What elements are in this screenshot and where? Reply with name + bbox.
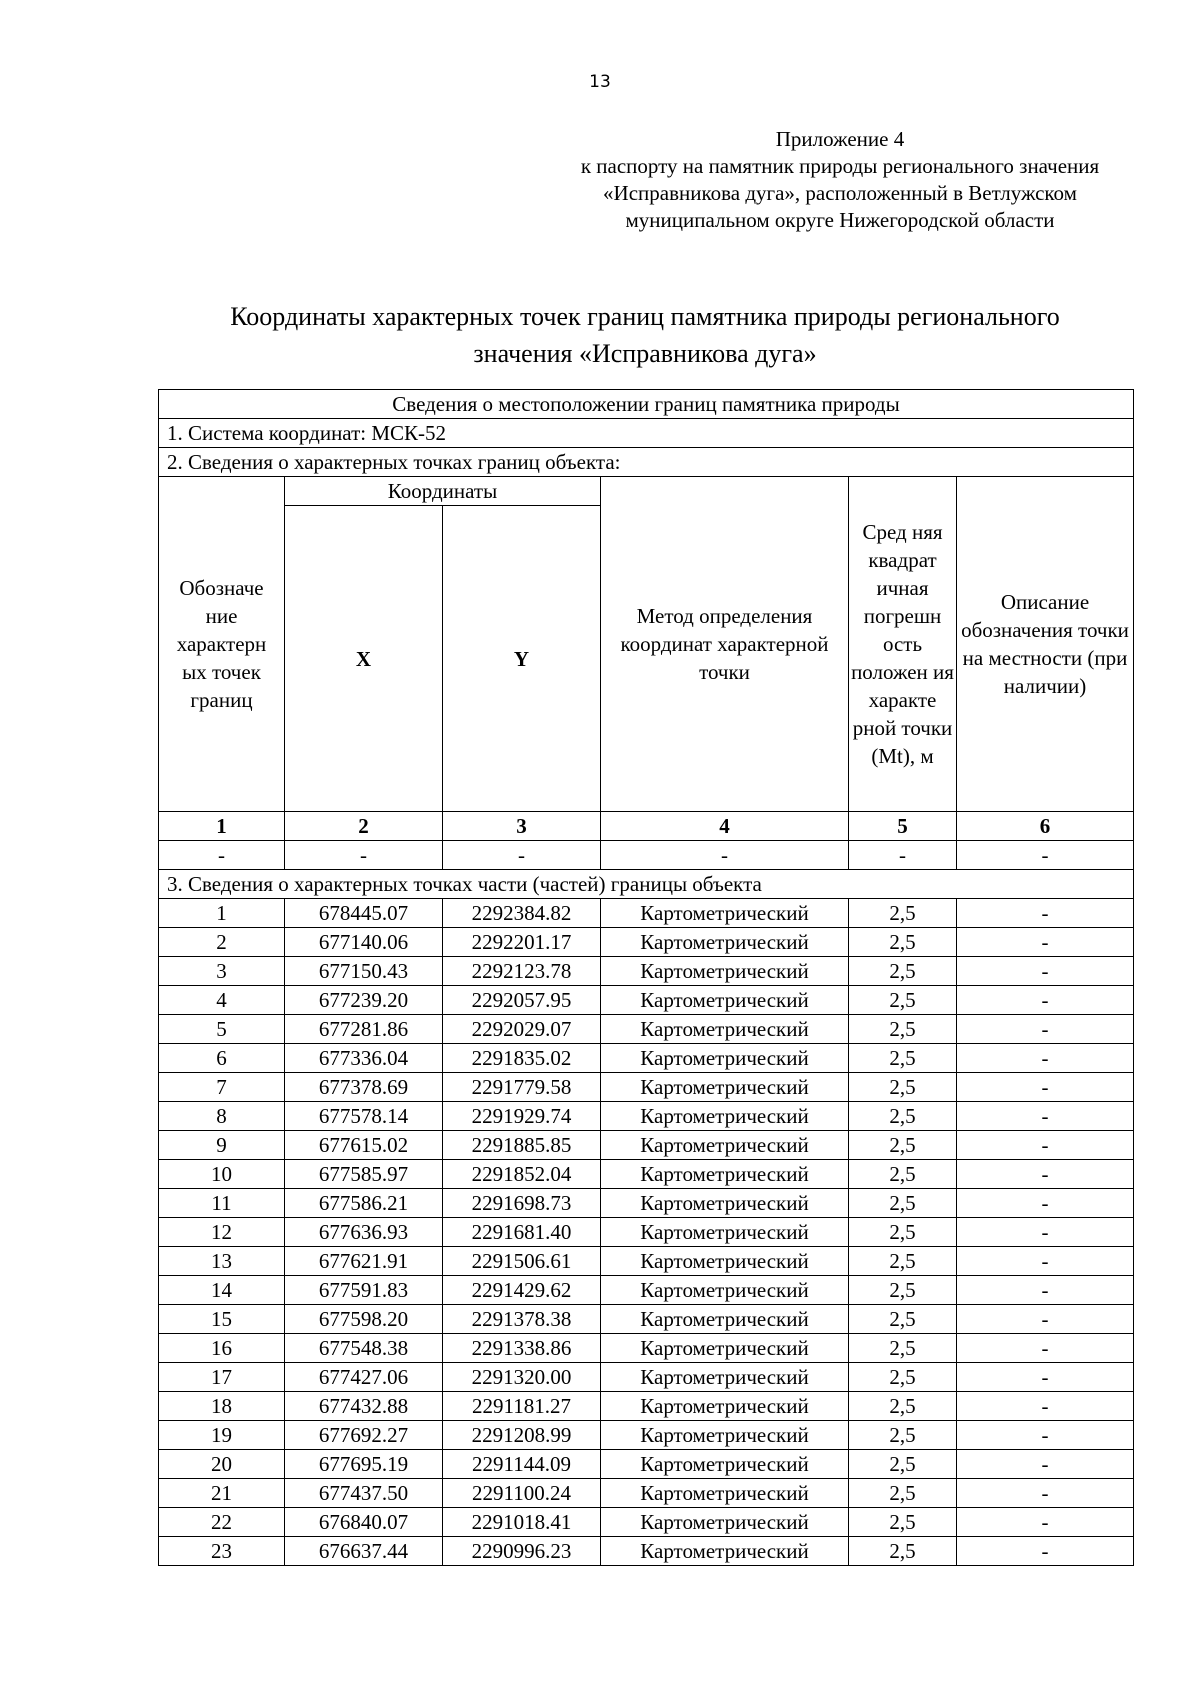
point-y: 2291100.24 [443,1479,601,1508]
point-description: - [957,1247,1134,1276]
point-method: Картометрический [601,1450,849,1479]
point-x: 677427.06 [285,1363,443,1392]
point-y: 2291835.02 [443,1044,601,1073]
point-description: - [957,928,1134,957]
point-description: - [957,1102,1134,1131]
point-y: 2292029.07 [443,1015,601,1044]
point-method: Картометрический [601,1363,849,1392]
appendix-line-1: Приложение 4 [775,127,905,151]
header-method: Метод определения координат характерной точки [601,477,849,812]
point-method: Картометрический [601,1044,849,1073]
point-description: - [957,1305,1134,1334]
point-method: Картометрический [601,1189,849,1218]
table-row [159,1015,1134,1044]
table-row [159,928,1134,957]
table-row [159,1537,1134,1566]
point-description: - [957,1479,1134,1508]
table-row [159,1276,1134,1305]
header-y: Y [443,506,601,812]
title-line-2: значения «Исправникова дуга» [473,339,817,368]
point-method: Картометрический [601,1160,849,1189]
header-designation: Обозначе ние характерн ых точек границ [159,477,285,812]
point-method: Картометрический [601,1276,849,1305]
point-x: 677621.91 [285,1247,443,1276]
table-row [159,986,1134,1015]
header-description: Описание обозначения точки на местности (при наличии) [957,477,1134,812]
appendix-line-4: муниципальном округе Нижегородской области [625,208,1055,232]
point-number: 10 [159,1160,285,1189]
point-error: 2,5 [849,1015,957,1044]
table-row [159,1450,1134,1479]
point-method: Картометрический [601,957,849,986]
point-error: 2,5 [849,928,957,957]
point-y: 2291338.86 [443,1334,601,1363]
point-number: 9 [159,1131,285,1160]
point-description: - [957,1015,1134,1044]
point-description: - [957,1189,1134,1218]
point-error: 2,5 [849,1189,957,1218]
point-number: 22 [159,1508,285,1537]
point-number: 13 [159,1247,285,1276]
point-x: 677692.27 [285,1421,443,1450]
point-y: 2292201.17 [443,928,601,957]
point-number: 5 [159,1015,285,1044]
point-error: 2,5 [849,1160,957,1189]
point-number: 1 [159,899,285,928]
point-error: 2,5 [849,1247,957,1276]
page-number: 13 [589,72,611,92]
header-error: Сред няя квадрат ичная погрешн ость положен ия характе рной точки (Mt), м [849,477,957,812]
point-description: - [957,1218,1134,1247]
table-row [159,957,1134,986]
point-method: Картометрический [601,1131,849,1160]
table-row [159,1334,1134,1363]
point-description: - [957,1508,1134,1537]
table-row [159,1508,1134,1537]
point-y: 2292123.78 [443,957,601,986]
point-description: - [957,1450,1134,1479]
point-number: 21 [159,1479,285,1508]
point-x: 677239.20 [285,986,443,1015]
point-y: 2291852.04 [443,1160,601,1189]
point-x: 677432.88 [285,1392,443,1421]
table-row [159,1102,1134,1131]
appendix-line-3: «Исправникова дуга», расположенный в Ветлужском [603,181,1077,205]
point-error: 2,5 [849,1305,957,1334]
point-error: 2,5 [849,1131,957,1160]
appendix-line-2: к паспорту на памятник природы регионального значения [580,154,1100,178]
point-description: - [957,1421,1134,1450]
appendix-header [520,126,1160,234]
point-number: 16 [159,1334,285,1363]
table-row [159,1131,1134,1160]
point-method: Картометрический [601,986,849,1015]
empty-cell: - [957,841,1134,870]
point-number: 6 [159,1044,285,1073]
point-y: 2291018.41 [443,1508,601,1537]
point-x: 677578.14 [285,1102,443,1131]
point-number: 20 [159,1450,285,1479]
point-x: 677585.97 [285,1160,443,1189]
point-error: 2,5 [849,957,957,986]
point-number: 11 [159,1189,285,1218]
point-number: 2 [159,928,285,957]
point-method: Картометрический [601,1247,849,1276]
point-x: 676840.07 [285,1508,443,1537]
point-y: 2291181.27 [443,1392,601,1421]
point-number: 23 [159,1537,285,1566]
point-method: Картометрический [601,1334,849,1363]
document-title [140,298,1150,372]
column-number-5: 5 [849,812,957,841]
table-row [159,1044,1134,1073]
point-y: 2291779.58 [443,1073,601,1102]
section-header: Сведения о местоположении границ памятника природы [159,390,1134,419]
point-description: - [957,1363,1134,1392]
point-x: 678445.07 [285,899,443,928]
point-method: Картометрический [601,1305,849,1334]
point-y: 2290996.23 [443,1537,601,1566]
point-description: - [957,1073,1134,1102]
point-error: 2,5 [849,986,957,1015]
point-description: - [957,957,1134,986]
table-row [159,1189,1134,1218]
point-method: Картометрический [601,1392,849,1421]
coordinate-system-row: 1. Система координат: МСК-52 [159,419,1134,448]
point-description: - [957,1392,1134,1421]
table-row [159,1218,1134,1247]
point-method: Картометрический [601,1015,849,1044]
point-method: Картометрический [601,1421,849,1450]
point-x: 677548.38 [285,1334,443,1363]
point-x: 677437.50 [285,1479,443,1508]
point-y: 2291681.40 [443,1218,601,1247]
point-y: 2291885.85 [443,1131,601,1160]
point-description: - [957,899,1134,928]
point-x: 677591.83 [285,1276,443,1305]
point-description: - [957,1044,1134,1073]
column-number-3: 3 [443,812,601,841]
point-y: 2291378.38 [443,1305,601,1334]
point-number: 3 [159,957,285,986]
column-number-6: 6 [957,812,1134,841]
point-error: 2,5 [849,899,957,928]
point-description: - [957,986,1134,1015]
point-number: 15 [159,1305,285,1334]
point-number: 17 [159,1363,285,1392]
coordinates-table [158,389,1134,1566]
table-row [159,1160,1134,1189]
empty-cell: - [849,841,957,870]
table-row [159,1363,1134,1392]
empty-cell: - [443,841,601,870]
point-number: 4 [159,986,285,1015]
point-method: Картометрический [601,1537,849,1566]
column-number-4: 4 [601,812,849,841]
empty-cell: - [601,841,849,870]
point-x: 677586.21 [285,1189,443,1218]
point-method: Картометрический [601,899,849,928]
boundary-points-row: 2. Сведения о характерных точках границ объекта: [159,448,1134,477]
point-description: - [957,1537,1134,1566]
point-error: 2,5 [849,1218,957,1247]
empty-cell: - [159,841,285,870]
point-description: - [957,1276,1134,1305]
table-row [159,1479,1134,1508]
table-row [159,899,1134,928]
point-number: 12 [159,1218,285,1247]
point-method: Картометрический [601,1508,849,1537]
point-error: 2,5 [849,1073,957,1102]
point-error: 2,5 [849,1276,957,1305]
point-error: 2,5 [849,1421,957,1450]
table-row [159,1392,1134,1421]
point-error: 2,5 [849,1044,957,1073]
point-description: - [957,1334,1134,1363]
empty-cell: - [285,841,443,870]
point-y: 2291506.61 [443,1247,601,1276]
point-method: Картометрический [601,1218,849,1247]
point-error: 2,5 [849,1392,957,1421]
point-x: 677695.19 [285,1450,443,1479]
column-number-1: 1 [159,812,285,841]
point-method: Картометрический [601,1102,849,1131]
point-error: 2,5 [849,1363,957,1392]
point-x: 677378.69 [285,1073,443,1102]
point-y: 2291208.99 [443,1421,601,1450]
point-error: 2,5 [849,1479,957,1508]
point-x: 677636.93 [285,1218,443,1247]
point-error: 2,5 [849,1508,957,1537]
point-y: 2291144.09 [443,1450,601,1479]
point-error: 2,5 [849,1537,957,1566]
header-x: X [285,506,443,812]
point-x: 677281.86 [285,1015,443,1044]
point-x: 676637.44 [285,1537,443,1566]
point-description: - [957,1131,1134,1160]
table-row [159,1073,1134,1102]
table-row [159,1421,1134,1450]
column-number-2: 2 [285,812,443,841]
point-number: 8 [159,1102,285,1131]
table-row [159,1305,1134,1334]
header-coordinates: Координаты [285,477,601,506]
point-y: 2291698.73 [443,1189,601,1218]
point-error: 2,5 [849,1450,957,1479]
point-x: 677150.43 [285,957,443,986]
point-description: - [957,1160,1134,1189]
point-y: 2292057.95 [443,986,601,1015]
point-error: 2,5 [849,1334,957,1363]
point-y: 2291929.74 [443,1102,601,1131]
point-y: 2292384.82 [443,899,601,928]
point-method: Картометрический [601,1479,849,1508]
point-y: 2291320.00 [443,1363,601,1392]
point-number: 19 [159,1421,285,1450]
point-number: 7 [159,1073,285,1102]
table-row [159,1247,1134,1276]
point-x: 677336.04 [285,1044,443,1073]
parts-points-row: 3. Сведения о характерных точках части (частей) границы объекта [159,870,1134,899]
point-number: 14 [159,1276,285,1305]
point-y: 2291429.62 [443,1276,601,1305]
point-method: Картометрический [601,1073,849,1102]
point-x: 677598.20 [285,1305,443,1334]
point-number: 18 [159,1392,285,1421]
point-error: 2,5 [849,1102,957,1131]
point-method: Картометрический [601,928,849,957]
title-line-1: Координаты характерных точек границ памятника природы регионального [230,302,1060,331]
point-x: 677615.02 [285,1131,443,1160]
point-x: 677140.06 [285,928,443,957]
